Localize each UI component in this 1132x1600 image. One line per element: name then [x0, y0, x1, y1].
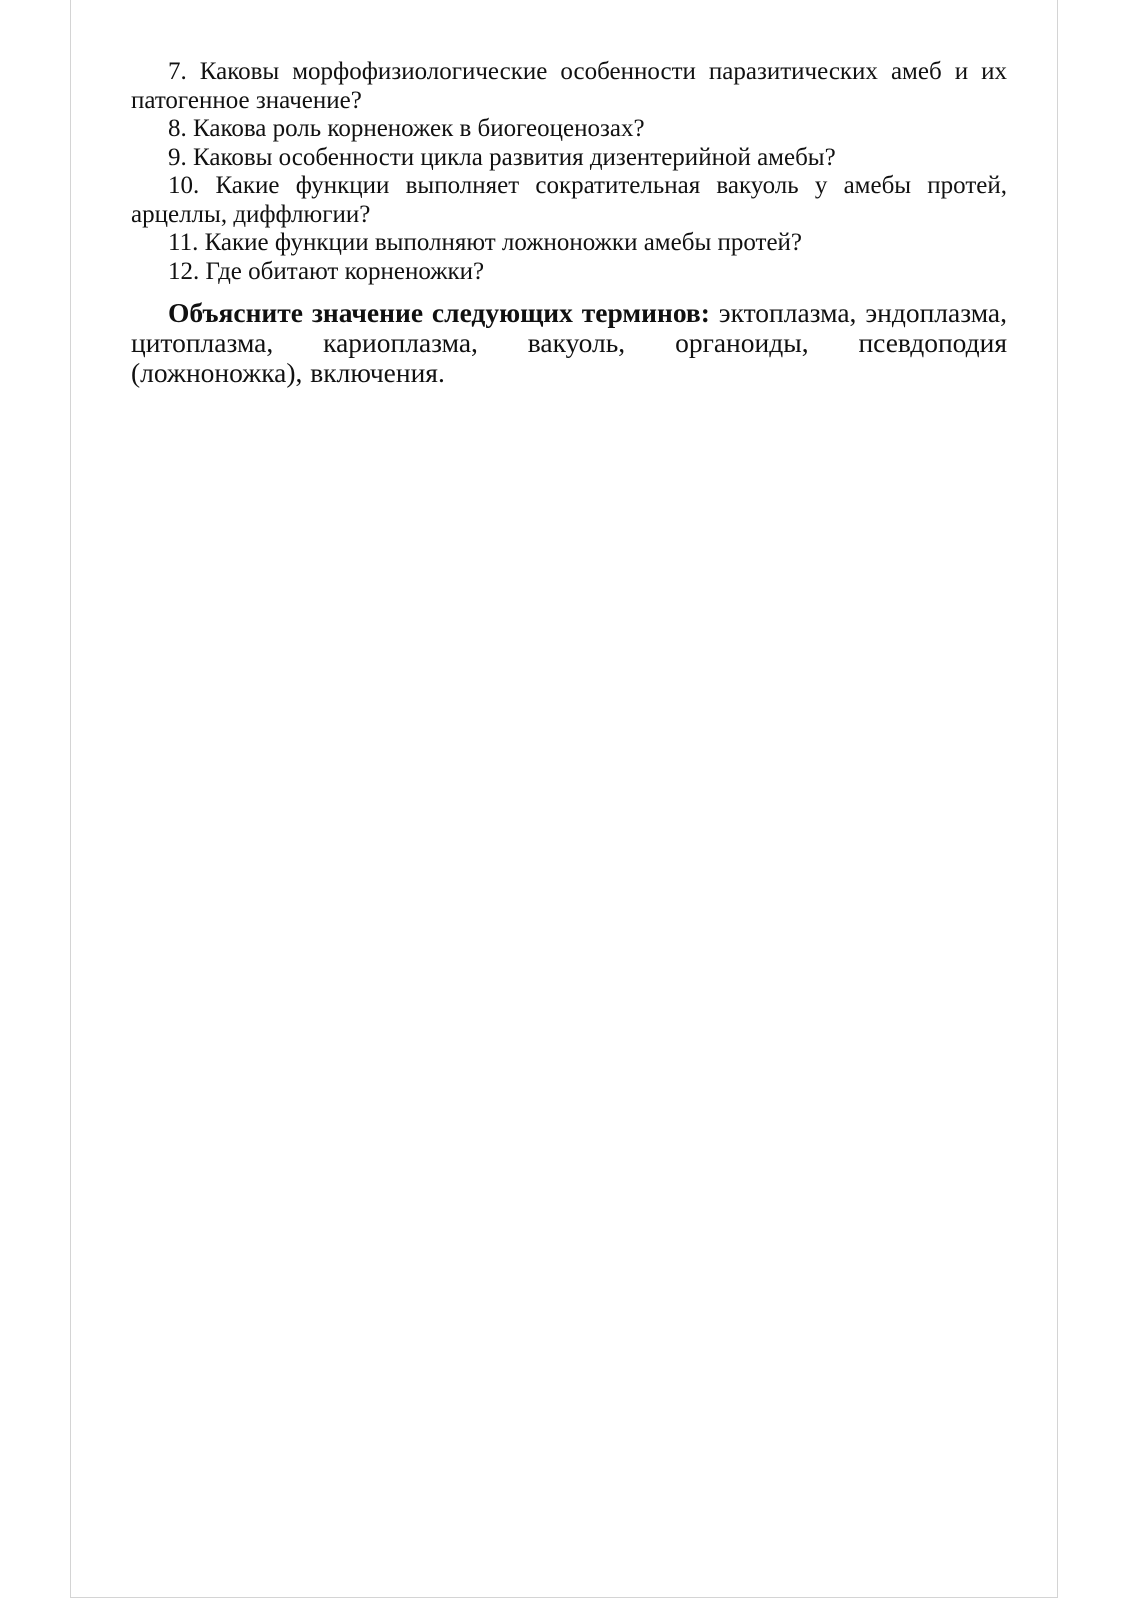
terms-paragraph	[131, 298, 1007, 388]
document-page	[70, 0, 1058, 1598]
question-item: 10. Какие функции выполняет сократительная вакуоль у амебы протей, арцеллы, диффлюгии?	[131, 172, 1007, 228]
question-item: 9. Каковы особенности цикла развития дизентерийной амебы?	[168, 143, 836, 171]
question-item: 11. Какие функции выполняют ложноножки амебы протей?	[168, 229, 803, 256]
terms-heading: Объясните значение следующих терминов:	[168, 297, 710, 328]
question-item: 12. Где обитают корненожки?	[168, 257, 485, 285]
page-content	[131, 58, 1007, 388]
question-item: 7. Каковы морфофизиологические особенности паразитических амеб и их патогенное значение?	[131, 58, 1007, 114]
question-list	[131, 58, 1007, 286]
question-item: 8. Какова роль корненожек в биогеоценозах?	[168, 115, 645, 142]
terms-list: эктоплазма, эндоплазма, цитоплазма, кариоплазма, вакуоль, органоиды, псевдоподия (ложноножка), включения.	[131, 297, 1008, 388]
